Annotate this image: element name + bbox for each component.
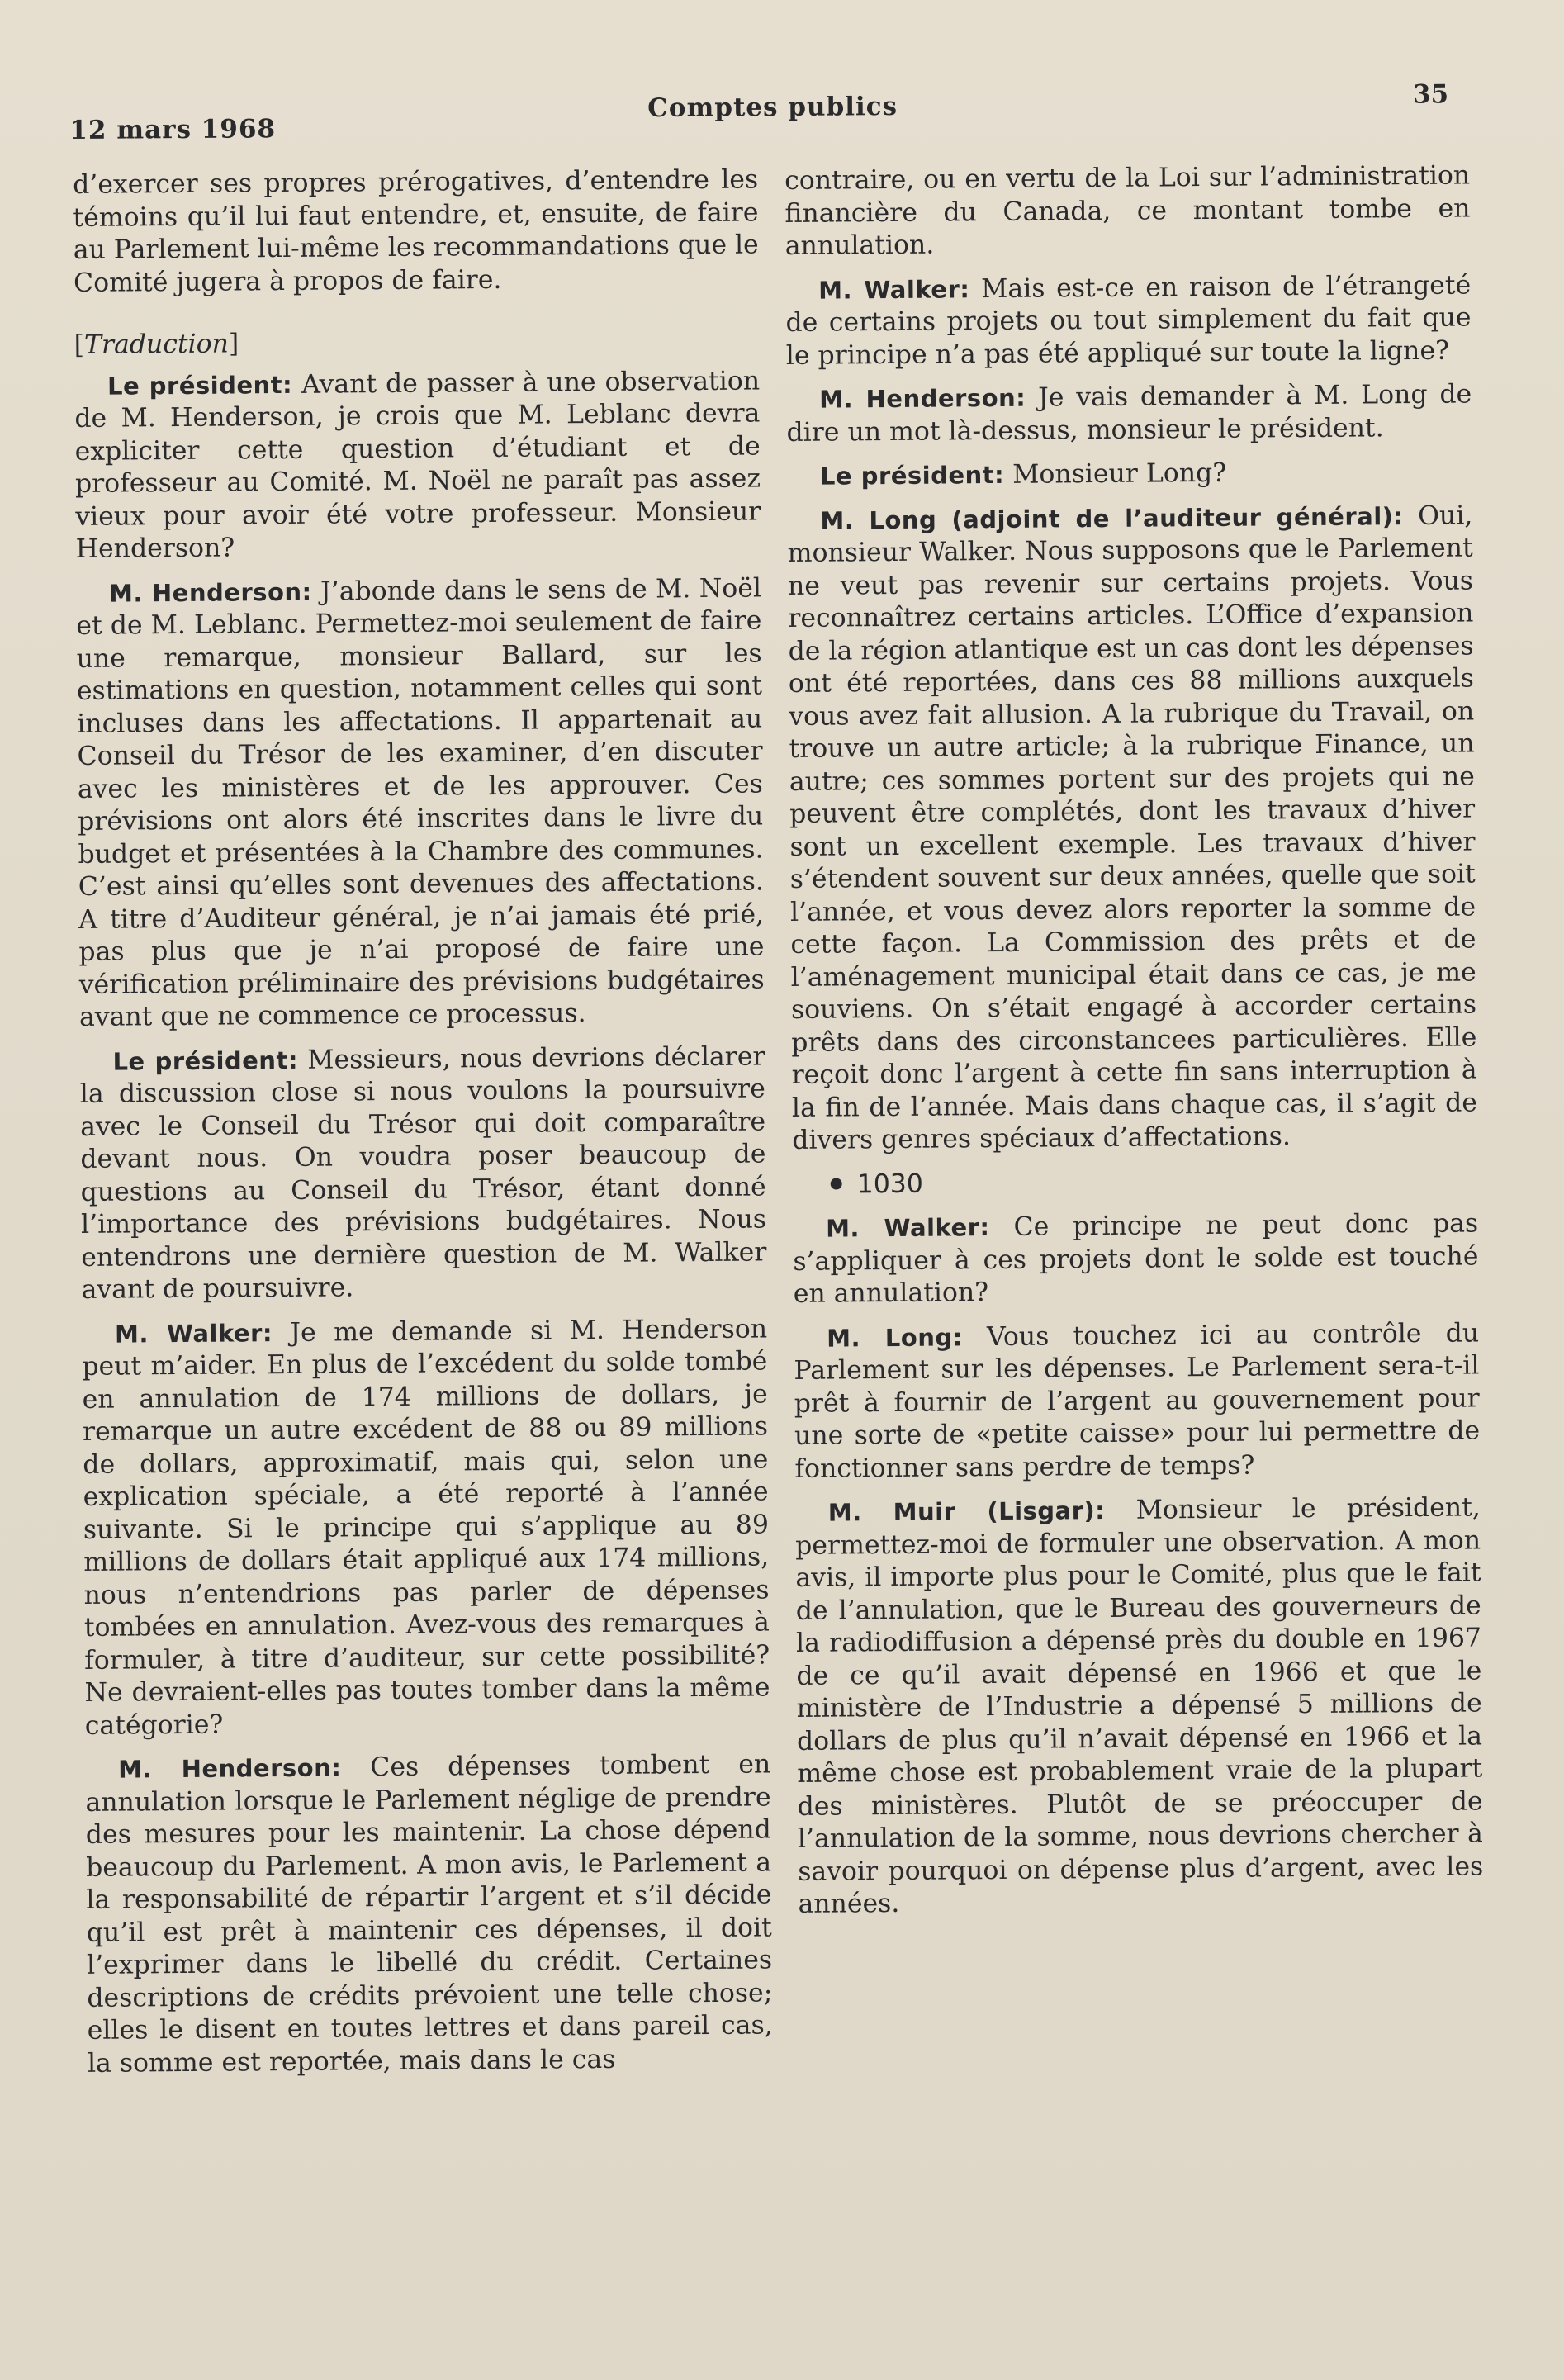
speaker-name: M. Henderson: (108, 577, 312, 608)
paragraph (794, 1317, 1481, 1486)
speaker-name: Le président: (112, 1045, 299, 1076)
speaker-name: M. Long: (827, 1322, 963, 1353)
speech-text: Ce principe ne peut donc pas s’appliquer à ces projets dont le solde est touché en annulation? (793, 1208, 1479, 1309)
speech-text: Monsieur le président, permettez-moi de formuler une observation. A mon avis, il importe plus pour le Comité, plus que le fait de l’annulation, que le Bureau des gouverneurs de la radiodiffusion a dépensé près du double en 1967 de ce qu’il avait dépensé en 1966 et que le ministère de l’Industrie a dépensé 5 millions de dollars de plus qu’il n’avait dépensé en 1966 et la même chose est probablement vraie de la plupart des ministères. Plutôt de se préoccuper de l’annulation de la somme, nous devrions chercher à savoir pourquoi on dépense plus d’argent, avec les années. (794, 1492, 1484, 1919)
paragraph (85, 1748, 773, 2080)
speaker-name: M. Henderson: (819, 383, 1026, 414)
speech-text: J’abonde dans le sens de M. Noël et de M. Leblanc. Permettez-moi seulement de faire une remarque, monsieur Ballard, sur les estimations en question, notamment celles qui sont incluses dans les affectations. Il appartenait au Conseil du Trésor de les examiner, d’en discuter avec les ministères et de les approuver. Ces prévisions ont alors été inscrites dans le livre du budget et présentées à la Chambre des communes. C’est ainsi qu’elles sont devenues des affectations. A titre d’Auditeur général, je n’ai jamais été prié, pas plus que je n’ai proposé de faire une vérification préliminaire des prévisions budgétaires avant que ne commence ce processus. (76, 572, 765, 1032)
page-number: 35 (1412, 79, 1449, 110)
paragraph (787, 455, 1472, 493)
speech-text: Vous touchez ici au contrôle du Parlement sur les dépenses. Le Parlement sera-t-il prêt à fournir de l’argent au gouvernement pour une sorte de «petite caisse» pour lui permettre de fonctionner sans perdre de temps? (794, 1317, 1481, 1484)
left-column (73, 164, 773, 2091)
speech-text: Je vais demander à M. Long de dire un mot là-dessus, monsieur le président. (786, 379, 1472, 448)
speaker-name: M. Walker: (818, 274, 970, 305)
paragraph (82, 1313, 770, 1742)
paragraph (74, 365, 761, 567)
paragraph (793, 1207, 1479, 1311)
time-mark-text: 1030 (856, 1169, 924, 1199)
speaker-name: Le président: (819, 460, 1005, 491)
paragraph (787, 500, 1477, 1157)
speaker-name: M. Walker: (825, 1213, 990, 1243)
header-date: 12 mars 1968 (69, 114, 277, 145)
right-column (784, 159, 1484, 1932)
speaker-name: M. Walker: (114, 1318, 273, 1349)
paragraph: contraire, ou en vertu de la Loi sur l’administration financière du Canada, ce montant tombe en annulation. (784, 160, 1471, 261)
paragraph: d’exercer ses propres prérogatives, d’entendre les témoins qu’il lui faut entendre, et, ensuite, de faire au Parlement lui-même les recommandations que le Comité jugera à propos de faire. (73, 164, 759, 298)
translation-tag: [Traduction] (73, 329, 239, 360)
paragraph (79, 1041, 766, 1307)
speech-text: Messieurs, nous devrions déclarer la discussion close si nous voulons la poursuivre avec le Conseil du Trésor qui doit comparaître devant nous. On voudra poser beaucoup de questions au Conseil du Trésor, étant donné l’importance des prévisions budgétaires. Nous entendrons une dernière question de M. Walker avant de poursuivre. (79, 1041, 767, 1305)
speaker-name: M. Henderson: (118, 1753, 342, 1784)
speaker-name: M. Long (adjoint de l’auditeur général): (820, 501, 1404, 535)
paragraph (795, 1491, 1484, 1921)
speaker-name: Le président: (107, 370, 293, 401)
speech-text: Monsieur Long? (1012, 458, 1227, 490)
paragraph (76, 572, 765, 1035)
speech-text: Ces dépenses tombent en annulation lorsque le Parlement néglige de prendre des mesures pour les maintenir. La chose dépend beaucoup du Parlement. A mon avis, le Parlement a la responsabilité de répartir l’argent et s’il décide qu’il est prêt à maintenir ces dépenses, il doit l’exprimer dans le libellé du crédit. Certaines descriptions de crédits prévoient une telle chose; elles le disent en toutes lettres et dans pareil cas, la somme est reportée, mais dans le cas (85, 1749, 773, 2079)
speaker-name: M. Muir (Lisgar): (827, 1496, 1106, 1527)
paragraph (785, 269, 1472, 372)
time-marker (793, 1164, 1478, 1202)
bullet-icon (831, 1178, 842, 1189)
speech-text: Mais est-ce en raison de l’étrangeté de certains projets ou tout simplement du fait que le principe n’a pas été appliqué sur toute la ligne? (785, 269, 1472, 371)
paragraph (786, 378, 1472, 449)
running-header (69, 79, 1449, 145)
speech-text: Je me demande si M. Henderson peut m’aider. En plus de l’excédent du solde tombé en annulation de 174 millions de dollars, je remarque un autre excédent de 88 ou 89 millions de dollars, approximatif, mais qui, selon une explication spéciale, a été reporté à l’année suivante. Si le principe qui s’applique au 89 millions de dollars était appliqué aux 174 millions, nous n’entendrions pas parler de dépenses tombées en annulation. Avez-vous des remarques à formuler, à titre d’auditeur, sur cette possibilité? Ne devraient-elles pas toutes tomber dans la même catégorie? (82, 1313, 770, 1741)
header-title: Comptes publics (647, 91, 898, 124)
speech-text: Oui, monsieur Walker. Nous supposons que le Parlement ne veut pas revenir sur certains projets. Vous reconnaîtrez certains articles. L’Office d’expansion de la région atlantique est un cas dont les dépenses ont été reportées, dans ces 88 millions auxquels vous avez fait allusion. A la rubrique du Travail, on trouve un autre article; à la rubrique Finance, un autre; ces sommes portent sur des projets qui ne peuvent être complétés, dont les travaux d’hiver sont un excellent exemple. Les travaux d’hiver s’étendent souvent sur deux années, quelle que soit l’année, et vous devez alors reporter la somme de cette façon. La Commission des prêts et de l’aménagement municipal était dans ce cas, je me souviens. On s’était engagé à accorder certains prêts dans des circonstancees particulières. Elle reçoit donc l’argent à cette fin sans interruption à la fin de l’année. Mais dans chaque cas, il s’agit de divers genres spéciaux d’affectations. (787, 500, 1478, 1155)
speech-text: Avant de passer à une observation de M. Henderson, je crois que M. Leblanc devra expliciter cette question d’étudiant et de professeur au Comité. M. Noël ne paraît pas assez vieux pour avoir été votre professeur. Monsieur Henderson? (74, 365, 761, 564)
